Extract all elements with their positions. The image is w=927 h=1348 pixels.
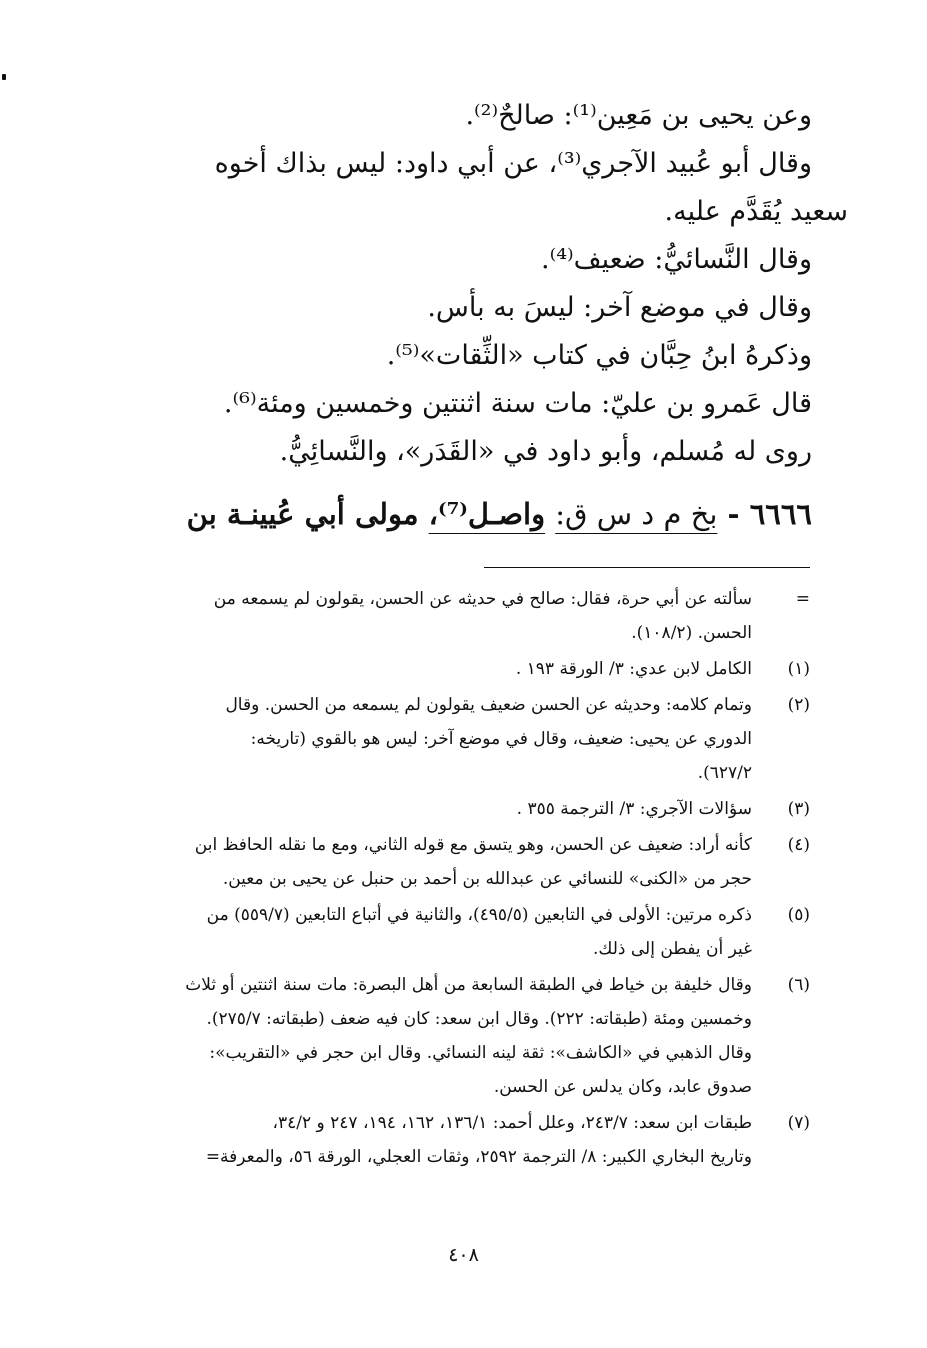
footnote-number: (٤) xyxy=(787,835,810,855)
footnote-line: غير أن يفطن إلى ذلك. xyxy=(593,939,752,959)
footnote-number: (٢) xyxy=(787,695,810,715)
entry-dash: - xyxy=(727,497,740,531)
footnote xyxy=(100,1106,812,1174)
footnote-line: سؤالات الآجري: ٣/ الترجمة ٣٥٥ . xyxy=(516,799,752,819)
footnote-number: (٣) xyxy=(787,799,810,819)
footnote-text xyxy=(100,688,752,790)
footnote-line: ٦٢٧/٢). xyxy=(697,763,752,783)
footnote xyxy=(100,968,812,1104)
footnote-line: سألته عن أبي حرة، فقال: صالح في حديثه عن الحسن، يقولون لم يسمعه من xyxy=(213,589,752,609)
main-line: وقال في موضع آخر: ليسَ به بأس. xyxy=(427,292,812,323)
footnote-text xyxy=(100,828,752,896)
footnote-line: الحسن. (١٠٨/٢). xyxy=(631,623,752,643)
main-line: روى له مُسلم، وأبو داود في «القَدَر»، والنَّسائِيُّ. xyxy=(279,436,812,467)
footnote-number: = xyxy=(795,589,810,609)
footnote-text xyxy=(100,792,752,826)
entry-codes: بخ م د س ق: xyxy=(555,497,718,531)
footnote-text xyxy=(100,582,752,650)
footnote-line: وتاريخ البخاري الكبير: ٨/ الترجمة ٢٥٩٢، وثقات العجلي، الورقة ٥٦، والمعرفة= xyxy=(205,1147,752,1167)
footnote xyxy=(100,582,812,650)
footnote xyxy=(100,652,812,686)
entry-heading xyxy=(100,490,812,538)
footnote xyxy=(100,792,812,826)
footnote-line: وتمام كلامه: وحديثه عن الحسن ضعيف يقولون لم يسمعه من الحسن. وقال xyxy=(225,695,752,715)
page-number: ٤٠٨ xyxy=(448,1244,479,1266)
main-line: وعن يحيى بن مَعِين⁽¹⁾: صالحٌ⁽²⁾. xyxy=(465,100,812,131)
main-line: وقال النَّسائيُّ: ضعيف⁽⁴⁾. xyxy=(541,244,812,275)
footnote-line: وقال الذهبي في «الكاشف»: ثقة لينه النسائي. وقال ابن حجر في «التقريب»: xyxy=(209,1043,752,1063)
footnote xyxy=(100,898,812,966)
footnote-line: ذكره مرتين: الأولى في التابعين (٤٩٥/٥)، والثانية في أتباع التابعين (٥٥٩/٧) من xyxy=(206,905,752,925)
footnote-line: الكامل لابن عدي: ٣/ الورقة ١٩٣ . xyxy=(515,659,752,679)
main-line: قال عَمرو بن عليّ: مات سنة اثنتين وخمسين ومئة⁽⁶⁾. xyxy=(223,388,812,419)
entry-rest: مولى أبي عُيينـة بن xyxy=(186,497,419,531)
footnote xyxy=(100,688,812,790)
footnote-text xyxy=(100,652,752,686)
main-line: وذكرهُ ابنُ حِبَّان في كتاب «الثِّقات»⁽⁵⁾. xyxy=(386,340,812,371)
entry-number: ٦٦٦٦ xyxy=(749,497,812,531)
main-text xyxy=(100,92,848,538)
footnotes xyxy=(100,582,812,1176)
footnote-number: (٧) xyxy=(787,1113,810,1133)
main-line: سعيد يُقَدَّم عليه. xyxy=(664,196,848,227)
footnote-line: حجر من «الكنى» للنسائي عن عبدالله بن أحمد بن حنبل عن يحيى بن معين. xyxy=(222,869,752,889)
footnote-number: (١) xyxy=(787,659,810,679)
footnote-line: صدوق عابد، وكان يدلس عن الحسن. xyxy=(493,1077,752,1097)
footnote-text xyxy=(100,898,752,966)
footnote-divider xyxy=(484,567,810,568)
footnote-line: الدوري عن يحيى: ضعيف، وقال في موضع آخر: ليس هو بالقوي (تاريخه: xyxy=(250,729,752,749)
footnote-line: كأنه أراد: ضعيف عن الحسن، وهو يتسق مع قوله الثاني، ومع ما نقله الحافظ ابن xyxy=(194,835,752,855)
main-line: وقال أبو عُبيد الآجري⁽³⁾، عن أبي داود: ليس بذاك أخوه xyxy=(214,148,812,179)
footnote-text xyxy=(100,1106,752,1174)
entry-name: واصـل⁽⁷⁾، xyxy=(428,497,546,531)
footnote-line: وخمسين ومئة (طبقاته: ٢٢٢). وقال ابن سعد: كان فيه ضعف (طبقاته: ٢٧٥/٧). xyxy=(206,1009,752,1029)
scan-mark xyxy=(2,74,6,80)
footnote-number: (٦) xyxy=(787,975,810,995)
footnote xyxy=(100,828,812,896)
footnote-number: (٥) xyxy=(787,905,810,925)
footnote-line: طبقات ابن سعد: ٢٤٣/٧، وعلل أحمد: ١٣٦/١، ١٦٢، ١٩٤، ٢٤٧ و ٣٤/٢، xyxy=(272,1113,752,1133)
footnote-line: وقال خليفة بن خياط في الطبقة السابعة من أهل البصرة: مات سنة اثنتين أو ثلاث xyxy=(185,975,752,995)
footnote-text xyxy=(100,968,752,1104)
